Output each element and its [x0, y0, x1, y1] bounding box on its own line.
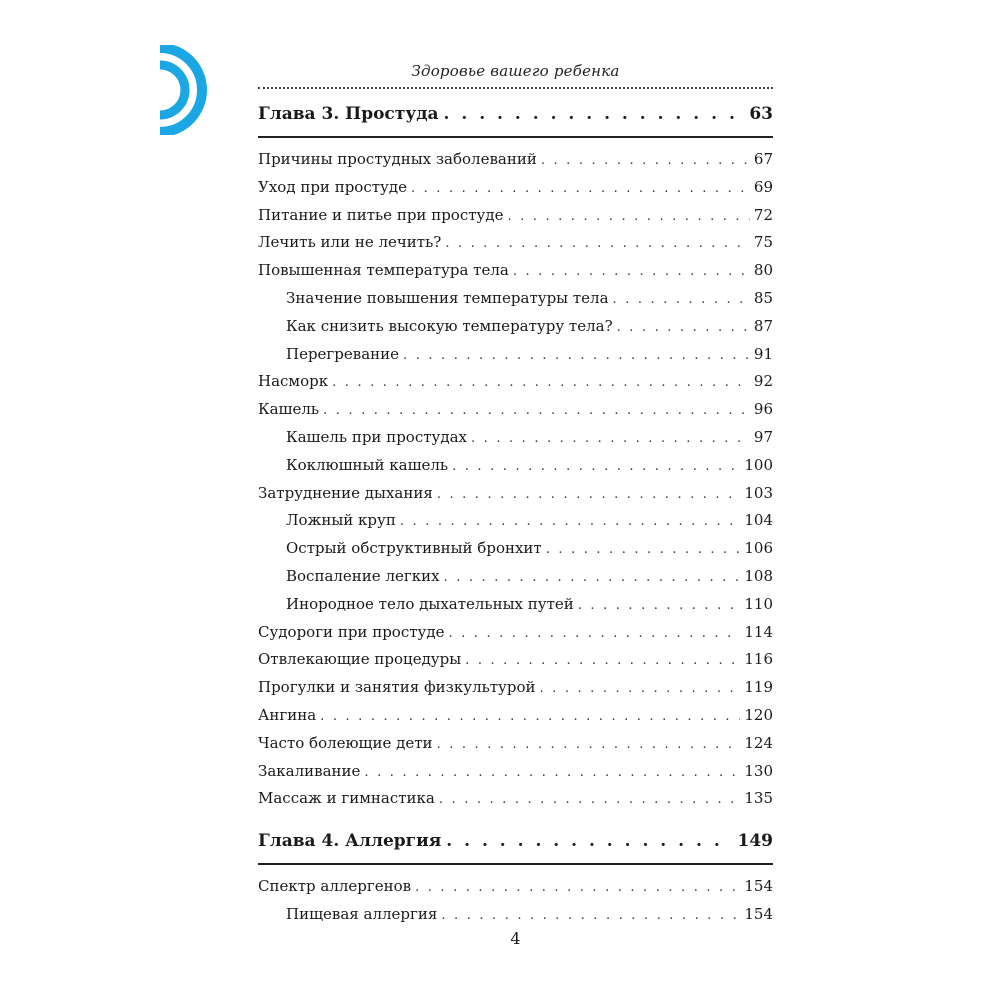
toc-entry[interactable]	[258, 734, 773, 762]
leader-dots	[400, 514, 741, 529]
toc-entry[interactable]	[258, 261, 773, 289]
toc-entry-title: Значение повышения температуры тела	[286, 288, 609, 307]
leader-dots	[332, 375, 750, 390]
toc-entry-title: Кашель при простудах	[286, 427, 467, 446]
toc-entry-title: Инородное тело дыхательных путей	[286, 594, 574, 613]
toc-entry-title: Кашель	[258, 400, 320, 419]
toc-entry-title: Прогулки и занятия физкультурой	[258, 678, 536, 697]
toc-entry-page: 91	[753, 344, 773, 363]
toc-subentry[interactable]	[258, 567, 773, 595]
toc-entry-page: 108	[744, 566, 773, 585]
toc-subentry[interactable]	[258, 511, 773, 539]
leader-dots	[444, 570, 741, 585]
toc-entry-title: Уход при простуде	[258, 177, 407, 196]
toc-subentry[interactable]	[258, 289, 773, 317]
leader-dots	[444, 104, 745, 124]
leader-dots	[446, 831, 732, 851]
concentric-arcs-logo-icon	[160, 45, 216, 135]
leader-dots	[465, 653, 740, 668]
toc-entry[interactable]	[258, 623, 773, 651]
toc-entry-title: Закаливание	[258, 761, 361, 780]
leader-dots	[471, 431, 750, 446]
leader-dots	[437, 487, 741, 502]
toc-subentry[interactable]	[258, 595, 773, 623]
leader-dots	[617, 320, 750, 335]
toc-entry-page: 154	[744, 904, 773, 923]
leader-dots	[403, 348, 750, 363]
header-dotted-rule	[258, 87, 773, 89]
toc-entry-page: 97	[753, 427, 773, 446]
toc-subentry[interactable]	[258, 456, 773, 484]
toc-entry-page: 96	[753, 400, 773, 419]
toc-entry-page: 130	[744, 761, 773, 780]
toc-entry-title: Питание и питье при простуде	[258, 205, 504, 224]
toc-entry[interactable]	[258, 206, 773, 234]
toc-entry-page: 120	[744, 705, 773, 724]
table-of-contents	[258, 104, 773, 933]
page-number: 4	[510, 929, 521, 948]
toc-entry-title: Затруднение дыхания	[258, 483, 433, 502]
toc-entry-title: Воспаление легких	[286, 566, 440, 585]
toc-entry-title: Ложный круп	[286, 511, 396, 530]
leader-dots	[364, 765, 740, 780]
leader-dots	[439, 792, 741, 807]
toc-entry[interactable]	[258, 678, 773, 706]
leader-dots	[441, 908, 740, 923]
toc-entry-title: Насморк	[258, 372, 329, 391]
toc-entry-title: Судороги при простуде	[258, 622, 445, 641]
leader-dots	[513, 264, 750, 279]
leader-dots	[540, 681, 741, 696]
toc-entry-page: 114	[744, 622, 773, 641]
toc-entry-page: 85	[753, 288, 773, 307]
toc-entry-title: Спектр аллергенов	[258, 877, 412, 896]
toc-entry-title: Перегревание	[286, 344, 400, 363]
leader-dots	[448, 626, 740, 641]
leader-dots	[411, 181, 750, 196]
toc-subentry[interactable]	[258, 428, 773, 456]
toc-subentry[interactable]	[258, 539, 773, 567]
toc-subentry[interactable]	[258, 345, 773, 373]
toc-entry-page: 110	[744, 594, 773, 613]
chapter-heading[interactable]	[258, 104, 773, 138]
leader-dots	[541, 153, 750, 168]
toc-entry-page: 92	[753, 372, 773, 391]
toc-entry-title: Причины простудных заболеваний	[258, 150, 537, 168]
toc-entry[interactable]	[258, 650, 773, 678]
running-head: Здоровье вашего ребенка	[411, 62, 620, 80]
toc-entry-page: 75	[753, 233, 773, 252]
toc-entry-page: 135	[744, 789, 773, 808]
toc-entry-page: 106	[744, 539, 773, 558]
toc-entry-page: 100	[744, 455, 773, 474]
toc-entry[interactable]	[258, 233, 773, 261]
chapter-title: Глава 3. Простуда	[258, 104, 439, 124]
toc-entry[interactable]	[258, 400, 773, 428]
toc-entry-title: Как снизить высокую температуру тела?	[286, 316, 613, 335]
toc-entry-title: Коклюшный кашель	[286, 455, 449, 474]
toc-subentry[interactable]	[258, 317, 773, 345]
toc-entry-page: 72	[753, 205, 773, 224]
toc-entry-page: 124	[744, 733, 773, 752]
leader-dots	[578, 598, 741, 613]
toc-entry-title: Отвлекающие процедуры	[258, 650, 462, 669]
chapter-page: 149	[737, 831, 773, 852]
toc-entry-page: 69	[753, 177, 773, 196]
chapter-page: 63	[749, 104, 773, 124]
toc-entry-page: 119	[744, 678, 773, 697]
toc-entry[interactable]	[258, 877, 773, 905]
chapter-title: Глава 4. Аллергия	[258, 831, 442, 852]
toc-entry-page: 80	[753, 261, 773, 280]
leader-dots	[445, 236, 750, 251]
toc-entry-title: Лечить или не лечить?	[258, 233, 442, 252]
toc-entry-title: Часто болеющие дети	[258, 733, 433, 752]
toc-entry-title: Повышенная температура тела	[258, 261, 509, 280]
toc-entry[interactable]	[258, 484, 773, 512]
leader-dots	[437, 737, 741, 752]
leader-dots	[546, 542, 741, 557]
leader-dots	[320, 709, 740, 724]
toc-entry-title: Массаж и гимнастика	[258, 789, 435, 808]
toc-entry-title: Пищевая аллергия	[286, 904, 438, 923]
toc-entry-page: 116	[744, 650, 773, 669]
toc-entry-page: 154	[744, 877, 773, 896]
toc-entry[interactable]	[258, 178, 773, 206]
toc-entry[interactable]	[258, 706, 773, 734]
leader-dots	[613, 292, 750, 307]
leader-dots	[452, 459, 740, 474]
toc-entry-page: 67	[753, 150, 773, 168]
toc-entry[interactable]	[258, 789, 773, 817]
toc-entry-page: 87	[753, 316, 773, 335]
toc-entry[interactable]	[258, 150, 773, 178]
leader-dots	[415, 880, 740, 895]
leader-dots	[323, 403, 750, 418]
toc-entry[interactable]	[258, 762, 773, 790]
toc-entry-title: Ангина	[258, 705, 317, 724]
toc-entry-page: 103	[744, 483, 773, 502]
leader-dots	[507, 209, 749, 224]
chapter-heading[interactable]	[258, 831, 773, 865]
toc-entry-page: 104	[744, 511, 773, 530]
toc-entry[interactable]	[258, 372, 773, 400]
toc-entry-title: Острый обструктивный бронхит	[286, 539, 542, 558]
